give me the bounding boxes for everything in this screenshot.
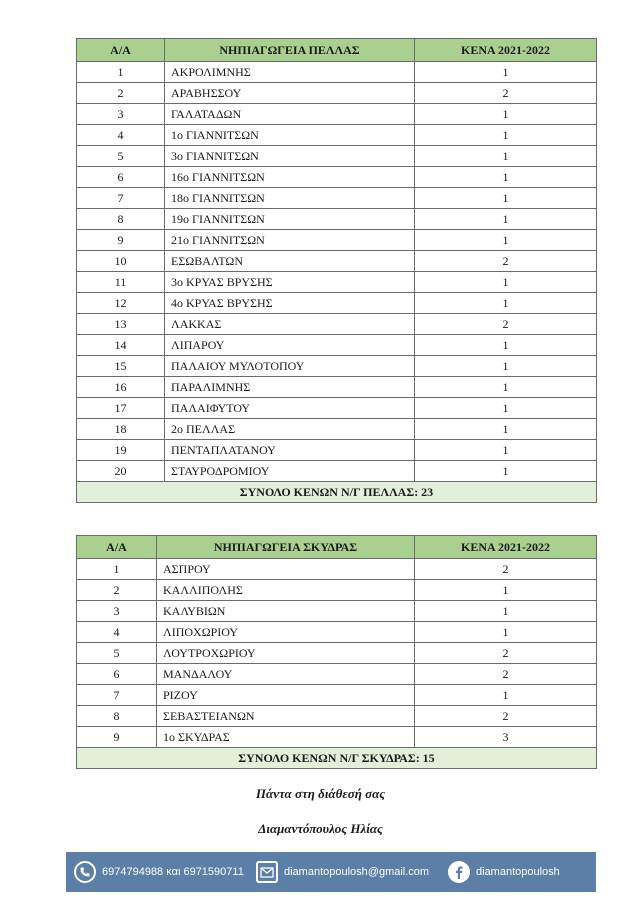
table-row [77,643,597,664]
vacancy-count: 1 [415,580,597,601]
table-body [77,62,597,482]
row-number: 11 [77,272,165,293]
row-number: 14 [77,335,165,356]
vacancy-count: 2 [415,83,597,104]
vacancy-count: 2 [415,643,597,664]
row-number: 4 [77,125,165,146]
vacancy-count: 1 [415,104,597,125]
school-name: 16ο ΓΙΑΝΝΙΤΣΩΝ [165,167,415,188]
phone-icon [74,861,96,883]
total-pella: ΣΥΝΟΛΟ ΚΕΝΩΝ Ν/Γ ΠΕΛΛΑΣ: 23 [77,482,597,503]
row-number: 17 [77,398,165,419]
school-name: 2ο ΠΕΛΛΑΣ [165,419,415,440]
table-row [77,601,597,622]
school-name: ΓΑΛΑΤΑΔΩΝ [165,104,415,125]
table-header-row [77,39,597,62]
row-number: 20 [77,461,165,482]
table-row [77,356,597,377]
row-number: 19 [77,440,165,461]
table-row [77,377,597,398]
row-number: 2 [77,580,157,601]
facebook-icon [448,861,470,883]
row-number: 9 [77,727,157,748]
table-row [77,706,597,727]
school-name: ΣΕΒΑΣΤΕΙΑΝΩΝ [157,706,415,727]
school-name: 3ο ΓΙΑΝΝΙΤΣΩΝ [165,146,415,167]
vacancy-count: 1 [415,272,597,293]
header-aa: Α/Α [77,39,165,62]
vacancy-count: 1 [415,125,597,146]
vacancy-count: 1 [415,209,597,230]
vacancy-count: 2 [415,251,597,272]
vacancy-count: 1 [415,601,597,622]
row-number: 8 [77,706,157,727]
school-name: 19ο ΓΙΑΝΝΙΤΣΩΝ [165,209,415,230]
total-row [77,748,597,769]
phone-numbers: 6974794988 και 6971590711 [102,866,244,878]
phone-contact[interactable] [74,852,244,892]
school-name: 21ο ΓΙΑΝΝΙΤΣΩΝ [165,230,415,251]
email-icon [256,861,278,883]
table-row [77,251,597,272]
facebook-handle: diamantopoulosh [476,866,560,878]
row-number: 6 [77,664,157,685]
row-number: 5 [77,146,165,167]
header-school: ΝΗΠΙΑΓΩΓΕΙΑ ΠΕΛΛΑΣ [165,39,415,62]
row-number: 13 [77,314,165,335]
school-name: ΑΡΑΒΗΣΣΟΥ [165,83,415,104]
email-contact[interactable] [256,852,429,892]
row-number: 4 [77,622,157,643]
school-name: ΚΑΛΛΙΠΟΛΗΣ [157,580,415,601]
school-name: ΛΟΥΤΡΟΧΩΡΙΟΥ [157,643,415,664]
row-number: 16 [77,377,165,398]
row-number: 3 [77,601,157,622]
table-row [77,622,597,643]
table-row [77,293,597,314]
school-name: ΛΙΠΟΧΩΡΙΟΥ [157,622,415,643]
header-vacancies: ΚΕΝΑ 2021-2022 [415,39,597,62]
school-name: 3ο ΚΡΥΑΣ ΒΡΥΣΗΣ [165,272,415,293]
vacancy-count: 1 [415,440,597,461]
vacancy-count: 3 [415,727,597,748]
vacancy-count: 1 [415,335,597,356]
total-skydra: ΣΥΝΟΛΟ ΚΕΝΩΝ Ν/Γ ΣΚΥΔΡΑΣ: 15 [77,748,597,769]
table-row [77,104,597,125]
school-name: 4ο ΚΡΥΑΣ ΒΡΥΣΗΣ [165,293,415,314]
row-number: 1 [77,559,157,580]
table-row [77,580,597,601]
header-vacancies: ΚΕΝΑ 2021-2022 [415,536,597,559]
skydra-kindergartens-table [76,535,597,769]
vacancy-count: 1 [415,685,597,706]
closing-line: Πάντα στη διάθεσή σας [255,786,386,801]
table-row [77,727,597,748]
table-row [77,335,597,356]
school-name: ΣΤΑΥΡΟΔΡΟΜΙΟΥ [165,461,415,482]
signature-name: Διαμαντόπουλος Ηλίας [258,821,383,836]
table-row [77,188,597,209]
row-number: 5 [77,643,157,664]
header-school: ΝΗΠΙΑΓΩΓΕΙΑ ΣΚΥΔΡΑΣ [157,536,415,559]
table-row [77,685,597,706]
table-row [77,209,597,230]
table-row [77,398,597,419]
vacancy-count: 2 [415,559,597,580]
row-number: 1 [77,62,165,83]
vacancy-count: 1 [415,356,597,377]
school-name: ΡΙΖΟΥ [157,685,415,706]
vacancy-count: 2 [415,706,597,727]
school-name: ΑΣΠΡΟΥ [157,559,415,580]
row-number: 2 [77,83,165,104]
school-name: ΠΑΛΑΙΦΥΤΟΥ [165,398,415,419]
row-number: 10 [77,251,165,272]
facebook-contact[interactable] [448,852,560,892]
school-name: ΚΑΛΥΒΙΩΝ [157,601,415,622]
vacancy-count: 1 [415,622,597,643]
table-row [77,125,597,146]
table-row [77,461,597,482]
row-number: 7 [77,188,165,209]
row-number: 6 [77,167,165,188]
school-name: 18ο ΓΙΑΝΝΙΤΣΩΝ [165,188,415,209]
table-row [77,62,597,83]
contact-footer [66,852,596,892]
table-row [77,419,597,440]
table-header-row [77,536,597,559]
vacancy-count: 1 [415,419,597,440]
table-row [77,146,597,167]
school-name: ΠΕΝΤΑΠΛΑΤΑΝΟΥ [165,440,415,461]
school-name: ΛΙΠΑΡΟΥ [165,335,415,356]
school-name: ΑΚΡΟΛΙΜΝΗΣ [165,62,415,83]
row-number: 12 [77,293,165,314]
school-name: ΠΑΡΑΛΙΜΝΗΣ [165,377,415,398]
row-number: 18 [77,419,165,440]
vacancy-count: 1 [415,146,597,167]
table-row [77,272,597,293]
vacancy-count: 1 [415,377,597,398]
row-number: 7 [77,685,157,706]
pella-kindergartens-table [76,38,597,503]
total-row [77,482,597,503]
vacancy-count: 1 [415,188,597,209]
row-number: 15 [77,356,165,377]
table-row [77,167,597,188]
school-name: 1ο ΓΙΑΝΝΙΤΣΩΝ [165,125,415,146]
vacancy-count: 1 [415,230,597,251]
vacancy-count: 1 [415,167,597,188]
school-name: ΜΑΝΔΑΛΟΥ [157,664,415,685]
table-body [77,559,597,748]
vacancy-count: 1 [415,461,597,482]
row-number: 3 [77,104,165,125]
vacancy-count: 2 [415,314,597,335]
school-name: 1ο ΣΚΥΔΡΑΣ [157,727,415,748]
vacancy-count: 2 [415,664,597,685]
table-row [77,559,597,580]
vacancy-count: 1 [415,398,597,419]
row-number: 8 [77,209,165,230]
vacancy-count: 1 [415,293,597,314]
table-row [77,664,597,685]
school-name: ΛΑΚΚΑΣ [165,314,415,335]
row-number: 9 [77,230,165,251]
school-name: ΠΑΛΑΙΟΥ ΜΥΛΟΤΟΠΟΥ [165,356,415,377]
table-row [77,83,597,104]
school-name: ΕΣΩΒΑΛΤΩΝ [165,251,415,272]
table-row [77,230,597,251]
table-row [77,314,597,335]
table-row [77,440,597,461]
header-aa: Α/Α [77,536,157,559]
vacancy-count: 1 [415,62,597,83]
email-address: diamantopoulosh@gmail.com [284,866,430,878]
